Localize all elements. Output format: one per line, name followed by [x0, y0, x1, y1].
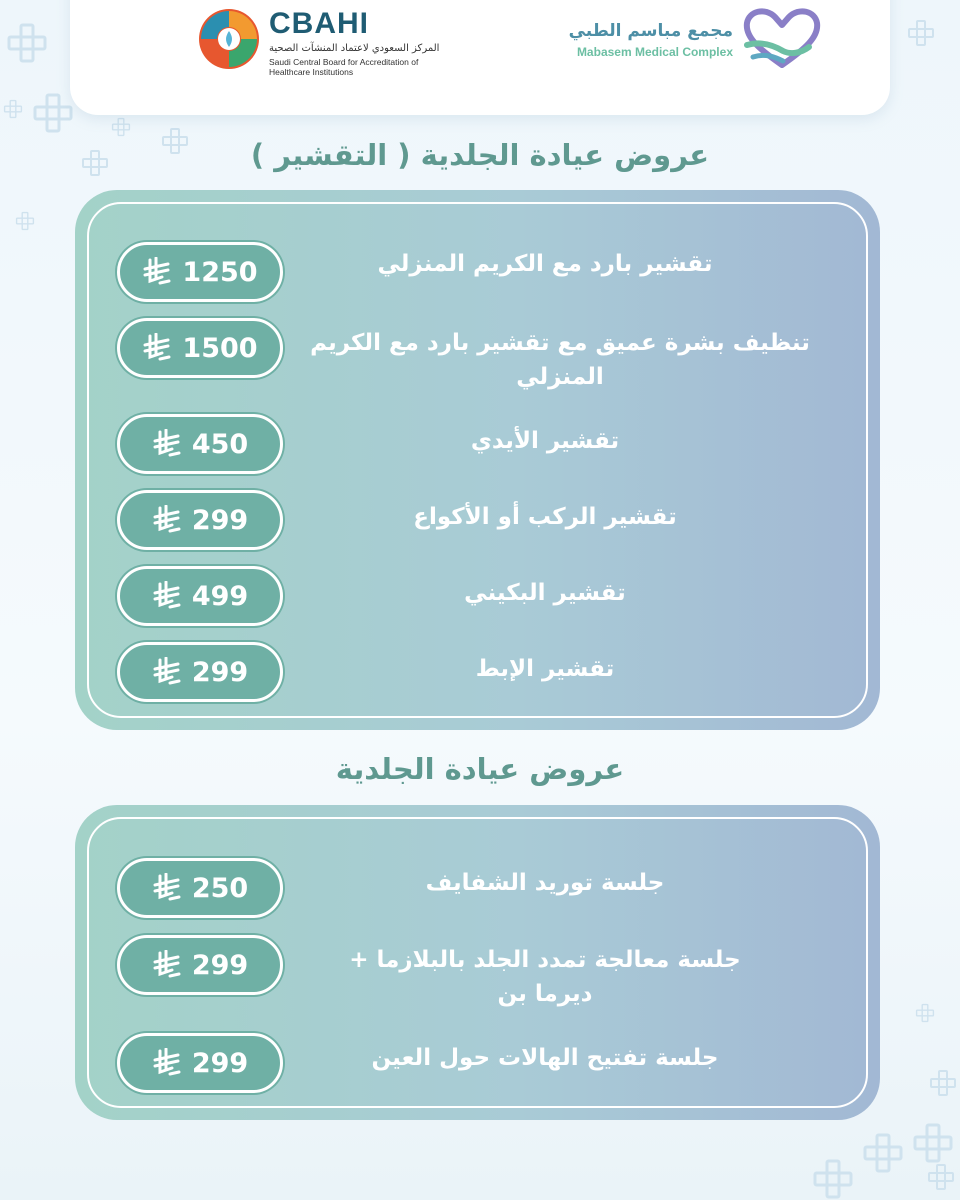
- price-pill: [117, 1033, 283, 1093]
- price-value: 450: [191, 428, 249, 460]
- section-title-derma: عروض عيادة الجلدية: [335, 752, 625, 786]
- riyal-icon: [152, 657, 182, 687]
- cross-icon: [814, 1160, 853, 1199]
- riyal-icon: [152, 429, 182, 459]
- price-value: 250: [191, 872, 249, 904]
- mabasem-logo: [525, 5, 825, 80]
- offer-name: جلسة معالجة تمدد الجلد بالبلازما + ديرما بن: [349, 947, 741, 1007]
- price-value: 1250: [182, 256, 258, 288]
- cross-icon: [8, 24, 47, 63]
- price-pill: [117, 566, 283, 626]
- price-value: 299: [191, 504, 249, 536]
- mabasem-arabic-name: مجمع مباسم الطبي: [568, 21, 733, 41]
- riyal-icon: [142, 333, 172, 363]
- cbahi-emblem-icon: [195, 5, 263, 73]
- cbahi-arabic-name: المركز السعودي لاعتماد المنشآت الصحية: [269, 43, 440, 54]
- price-pill: [117, 490, 283, 550]
- cross-icon: [914, 1124, 953, 1163]
- price-pill: [117, 858, 283, 918]
- riyal-icon: [152, 1048, 182, 1078]
- cbahi-english-name: Saudi Central Board for Accreditation of Healthcare Institutions: [269, 57, 419, 77]
- offer-name: تقشير الأيدي: [470, 428, 620, 454]
- offer-name: تقشير بارد مع الكريم المنزلي: [377, 251, 713, 277]
- cross-icon: [864, 1134, 903, 1173]
- cross-icon: [34, 94, 73, 133]
- cross-icon: [16, 212, 34, 230]
- offers-panel-derma: [75, 805, 880, 1120]
- section-title-peeling: عروض عيادة الجلدية ( التقشير ): [250, 138, 710, 172]
- price-pill: [117, 642, 283, 702]
- price-value: 1500: [182, 332, 258, 364]
- riyal-icon: [152, 873, 182, 903]
- offer-name: تقشير الركب أو الأكواع: [413, 504, 677, 530]
- riyal-icon: [152, 505, 182, 535]
- price-pill: [117, 414, 283, 474]
- price-pill: [117, 935, 283, 995]
- price-pill: [117, 318, 283, 378]
- offer-name: تنظيف بشرة عميق مع تقشير بارد مع الكريم المنزلي: [310, 330, 810, 390]
- cross-icon: [112, 118, 130, 136]
- price-value: 299: [191, 656, 249, 688]
- price-value: 499: [191, 580, 249, 612]
- cross-icon: [908, 20, 934, 46]
- cbahi-name: CBAHI: [269, 7, 369, 40]
- price-value: 299: [191, 949, 249, 981]
- offers-panel-peeling: [75, 190, 880, 730]
- mabasem-english-name: Mabasem Medical Complex: [576, 45, 733, 59]
- offer-name: تقشير الإبط: [475, 656, 615, 682]
- offer-name: تقشير البكيني: [464, 580, 626, 606]
- price-pill: [117, 242, 283, 302]
- price-value: 299: [191, 1047, 249, 1079]
- cross-icon: [916, 1004, 934, 1022]
- offer-name: جلسة توريد الشفايف: [425, 870, 665, 896]
- riyal-icon: [142, 257, 172, 287]
- header-card: [70, 0, 890, 115]
- riyal-icon: [152, 581, 182, 611]
- riyal-icon: [152, 950, 182, 980]
- cross-icon: [928, 1164, 954, 1190]
- cbahi-logo: [195, 5, 455, 80]
- heart-hands-icon: [739, 5, 825, 73]
- offer-name: جلسة تفتيح الهالات حول العين: [371, 1045, 719, 1071]
- cross-icon: [930, 1070, 956, 1096]
- cross-icon: [4, 100, 22, 118]
